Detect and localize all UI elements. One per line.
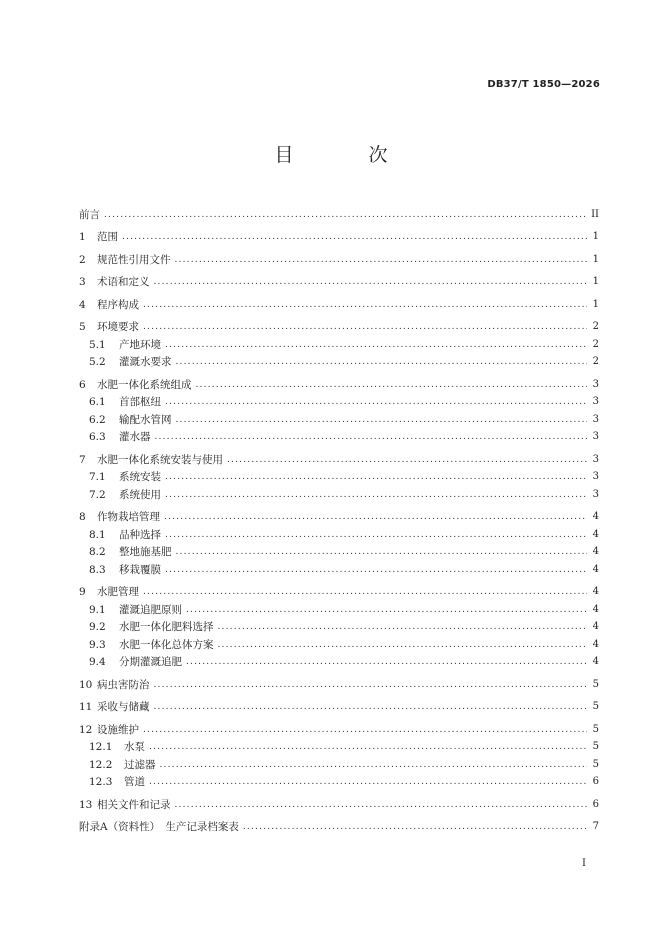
toc-leader-dots [143, 586, 587, 599]
toc-entry-number: 6.2 [89, 413, 106, 426]
toc-entry-number: 12 [79, 723, 93, 736]
toc-entry-number: 9.2 [89, 621, 106, 633]
toc-entry[interactable] [79, 392, 599, 410]
toc-entry-number: 9.3 [89, 638, 106, 651]
toc-entry-number: 5.1 [89, 338, 106, 351]
toc-entry-number: 9.1 [89, 603, 106, 616]
toc-entry-title: 水肥一体化肥料选择 [119, 621, 214, 633]
toc-entry-page: 1 [592, 231, 599, 242]
toc-entry[interactable] [79, 244, 599, 267]
toc-entry-number: 5 [79, 321, 86, 333]
toc-entry-number: 10 [79, 678, 93, 691]
toc-entry[interactable] [79, 599, 599, 617]
toc-entry-title: 作物栽培管理 [97, 511, 160, 523]
toc-entry-title: 首部枢纽 [119, 396, 161, 408]
toc-leader-dots [122, 231, 587, 244]
toc-entry-title: 系统安装 [119, 471, 161, 483]
toc-entry[interactable] [79, 577, 599, 600]
toc-entry-title: 范围 [97, 231, 118, 243]
toc-entry-page: 4 [592, 621, 599, 632]
toc-entry-title: 程序构成 [97, 298, 139, 311]
toc-entry[interactable] [79, 542, 599, 560]
toc-leader-dots [104, 209, 587, 222]
toc-entry-page: 1 [592, 253, 599, 265]
toc-entry-number: 8.3 [89, 563, 106, 576]
toc-entry-page: 2 [592, 321, 599, 332]
toc-entry-page: 5 [592, 701, 599, 712]
toc-leader-dots [149, 776, 587, 789]
toc-leader-dots [227, 454, 587, 467]
toc-entry-page: 4 [592, 603, 599, 615]
toc-entry-number: 7.2 [89, 488, 106, 501]
toc-entry-title: 水肥一体化系统组成 [97, 378, 192, 391]
toc-entry[interactable] [79, 484, 599, 502]
toc-leader-dots [155, 431, 588, 444]
page-number: I [582, 858, 586, 869]
toc-entry-page: 3 [592, 453, 599, 465]
toc-entry[interactable] [79, 502, 599, 525]
toc-entry-number: 3 [79, 276, 86, 288]
toc-entry-number: 6 [79, 378, 86, 391]
toc-leader-dots [154, 701, 588, 714]
toc-leader-dots [165, 529, 587, 542]
toc-entry-number: 8.2 [89, 546, 106, 558]
toc-leader-dots [186, 604, 587, 617]
toc-entry-title: 相关文件和记录 [97, 798, 171, 811]
toc-entry-number: 13 [79, 798, 93, 811]
toc-entry-number: 12.2 [89, 758, 113, 771]
toc-entry[interactable] [79, 352, 599, 370]
toc-leader-dots [218, 621, 588, 634]
toc-entry[interactable] [79, 812, 599, 835]
toc-entry-title: 分期灌溉追肥 [119, 656, 182, 668]
toc-entry-page: II [591, 208, 599, 220]
toc-entry-title: 水肥一体化总体方案 [119, 638, 214, 651]
toc-entry-page: 4 [592, 528, 599, 540]
toc-entry[interactable] [79, 334, 599, 352]
toc-entry-number: 12.1 [89, 741, 113, 753]
toc-entry-title: 整地施基肥 [119, 546, 172, 558]
toc-entry[interactable] [79, 669, 599, 692]
toc-entry[interactable] [79, 617, 599, 635]
toc-entry-page: 4 [592, 656, 599, 667]
toc-entry-page: 1 [592, 276, 599, 287]
toc-entry-page: 7 [592, 821, 599, 832]
toc-entry-page: 2 [592, 356, 599, 367]
toc-entry-title: 附录A（资料性） 生产记录档案表 [79, 821, 239, 833]
toc-leader-dots [165, 396, 587, 409]
toc-entry-page: 4 [592, 511, 599, 522]
toc-entry-title: 采收与储藏 [97, 701, 150, 713]
toc-entry[interactable] [79, 312, 599, 335]
toc-leader-dots [165, 471, 587, 484]
toc-entry[interactable] [79, 772, 599, 790]
toc-entry-number: 2 [79, 253, 86, 266]
toc-entry-title: 灌溉水要求 [119, 356, 172, 368]
toc-entry-number: 5.2 [89, 356, 106, 368]
toc-entry[interactable] [79, 737, 599, 755]
toc-entry[interactable] [79, 467, 599, 485]
toc-entry-number: 12.3 [89, 776, 113, 788]
toc-entry[interactable] [79, 714, 599, 737]
toc-entry-page: 3 [592, 396, 599, 407]
toc-entry-page: 4 [592, 638, 599, 650]
toc-entry-page: 3 [592, 413, 599, 425]
toc-entry-title: 水肥管理 [97, 586, 139, 598]
toc-entry-page: 3 [592, 488, 599, 500]
toc-leader-dots [165, 339, 587, 352]
toc-entry-title: 系统使用 [119, 488, 161, 501]
toc-entry-page: 5 [592, 741, 599, 752]
page-title: 目 次 [274, 144, 416, 166]
toc-leader-dots [218, 639, 588, 652]
toc-entry-number: 9 [79, 586, 86, 598]
toc-leader-dots [149, 741, 587, 754]
toc-entry[interactable] [79, 409, 599, 427]
toc-entry-title: 灌溉追肥原则 [119, 603, 182, 616]
toc-entry-title: 术语和定义 [97, 276, 150, 288]
toc-entry-title: 过滤器 [124, 758, 156, 771]
toc-entry-title: 输配水管网 [119, 413, 172, 426]
toc-entry-title: 前言 [79, 208, 100, 221]
toc-entry[interactable] [79, 634, 599, 652]
toc-entry[interactable] [79, 199, 599, 222]
toc-entry-number: 8.1 [89, 528, 106, 541]
toc-leader-dots [196, 379, 588, 392]
toc-entry-page: 5 [592, 723, 599, 735]
toc-entry-page: 1 [592, 298, 599, 310]
toc-leader-dots [176, 356, 588, 369]
toc-leader-dots [175, 799, 588, 812]
toc-entry-title: 产地环境 [119, 338, 161, 351]
toc-entry-page: 5 [592, 758, 599, 770]
toc-entry-number: 4 [79, 298, 86, 311]
toc-entry-number: 6.1 [89, 396, 106, 408]
toc-leader-dots [154, 679, 588, 692]
toc-entry[interactable] [79, 559, 599, 577]
toc-entry[interactable] [79, 524, 599, 542]
toc-entry-title: 管道 [124, 776, 145, 788]
toc-entry-number: 8 [79, 511, 86, 523]
toc-entry-number: 7.1 [89, 471, 106, 483]
toc-entry-number: 7 [79, 453, 86, 466]
toc-entry-title: 品种选择 [119, 528, 161, 541]
toc-entry[interactable] [79, 444, 599, 467]
toc-entry-page: 6 [592, 798, 599, 810]
toc-entry-page: 5 [592, 678, 599, 690]
toc-entry[interactable] [79, 427, 599, 445]
toc-entry-page: 2 [592, 338, 599, 350]
toc-entry-page: 4 [592, 586, 599, 597]
toc-entry[interactable] [79, 267, 599, 290]
toc-leader-dots [165, 564, 587, 577]
toc-entry-title: 病虫害防治 [97, 678, 150, 691]
toc-entry-title: 水肥一体化系统安装与使用 [97, 453, 223, 466]
toc-leader-dots [165, 489, 587, 502]
toc-entry[interactable] [79, 692, 599, 715]
toc-entry-title: 环境要求 [97, 321, 139, 333]
toc-entry-title: 设施维护 [97, 723, 139, 736]
toc-entry-title: 移栽覆膜 [119, 563, 161, 576]
toc-entry[interactable] [79, 289, 599, 312]
toc-entry-number: 9.4 [89, 656, 106, 668]
toc-leader-dots [143, 299, 587, 312]
toc-leader-dots [154, 276, 588, 289]
toc-entry[interactable] [79, 754, 599, 772]
toc-entry-page: 3 [592, 471, 599, 482]
toc-leader-dots [243, 821, 587, 834]
table-of-contents [79, 199, 599, 834]
toc-leader-dots [164, 511, 587, 524]
toc-entry-page: 4 [592, 563, 599, 575]
toc-entry-page: 3 [592, 431, 599, 442]
toc-entry-title: 规范性引用文件 [97, 253, 171, 266]
toc-leader-dots [143, 724, 587, 737]
toc-leader-dots [176, 414, 588, 427]
toc-entry[interactable] [79, 789, 599, 812]
standard-code: DB37/T 1850—2026 [487, 79, 600, 90]
toc-leader-dots [186, 656, 587, 669]
toc-entry-title: 灌水器 [119, 431, 151, 443]
toc-entry-title: 水泵 [124, 741, 145, 753]
toc-entry-page: 4 [592, 546, 599, 557]
toc-entry-number: 6.3 [89, 431, 106, 443]
toc-entry[interactable] [79, 369, 599, 392]
toc-entry[interactable] [79, 222, 599, 245]
toc-leader-dots [143, 321, 587, 334]
toc-leader-dots [160, 759, 588, 772]
toc-leader-dots [176, 546, 588, 559]
toc-entry-number: 11 [79, 701, 93, 713]
toc-entry-page: 3 [592, 378, 599, 390]
toc-entry-number: 1 [79, 231, 86, 243]
toc-entry[interactable] [79, 652, 599, 670]
toc-entry-page: 6 [592, 776, 599, 787]
toc-leader-dots [175, 254, 588, 267]
